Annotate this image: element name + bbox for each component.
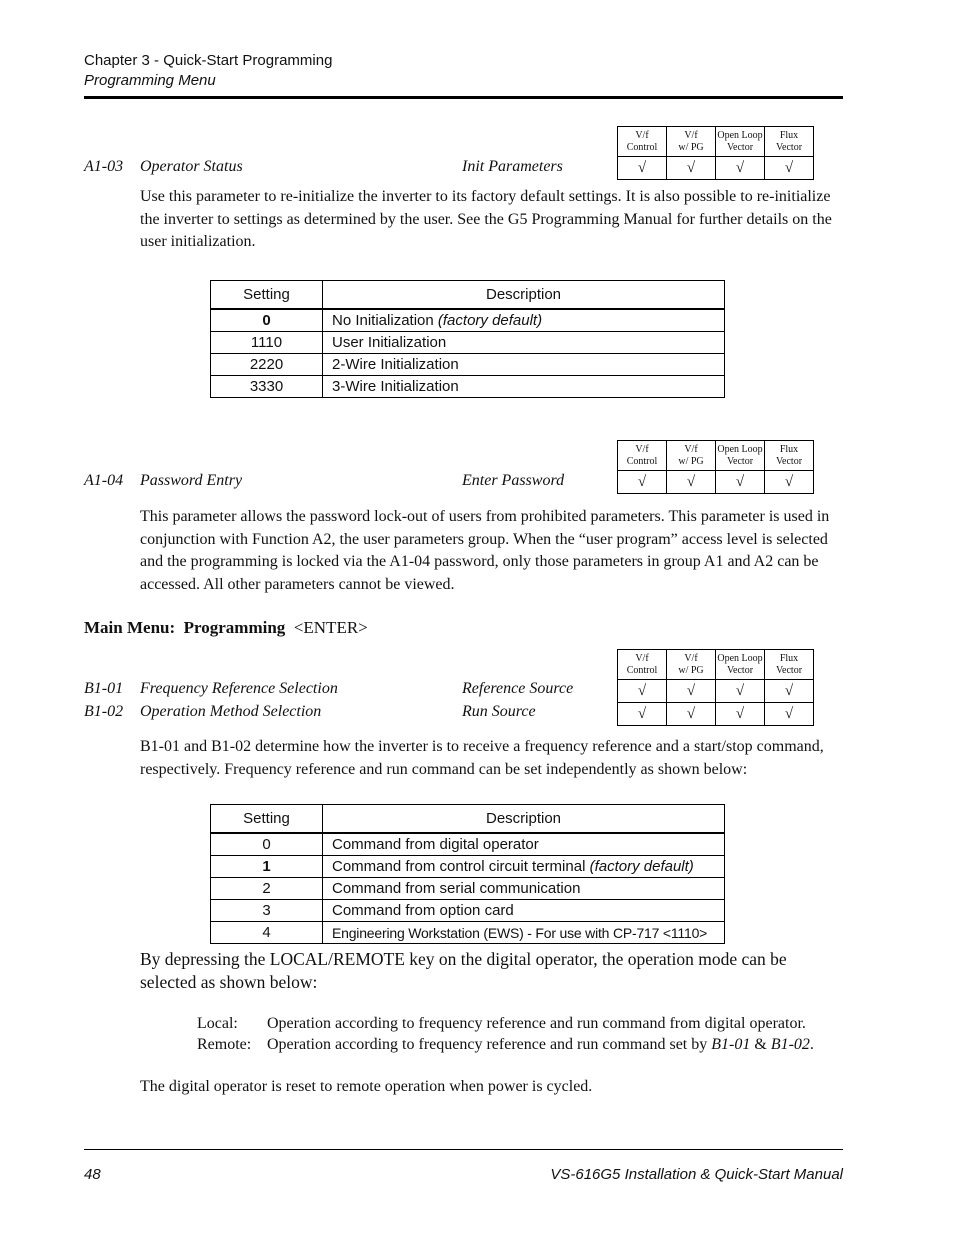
param-name: Operator Status [140, 158, 243, 175]
compat-header-open-loop: Open Loop Vector [716, 127, 765, 157]
compat-header-vf-pg: V/f w/ PG [667, 441, 716, 471]
param-name: Password Entry [140, 472, 243, 489]
section-title: Programming Menu [84, 72, 216, 89]
param-code: B1-02 [84, 703, 124, 720]
setting-description: Command from serial communication [323, 878, 725, 900]
param-display: Run Source [462, 703, 536, 720]
check-mark: √ [667, 157, 716, 180]
compat-header-vf-control: V/f Control [618, 441, 667, 471]
setting-description: Command from option card [323, 900, 725, 922]
check-mark: √ [667, 703, 716, 726]
compat-header-flux: Flux Vector [765, 127, 814, 157]
footer-rule [84, 1149, 843, 1150]
main-menu-heading: Main Menu: Programming <ENTER> [84, 618, 368, 637]
param-code: A1-04 [84, 472, 124, 489]
setting-description: Command from digital operator [323, 833, 725, 856]
setting-value: 2 [211, 878, 323, 900]
setting-description: Command from control circuit terminal (factory default) [323, 856, 725, 878]
settings-table-a1-03 [210, 280, 725, 398]
table-row [211, 900, 725, 922]
compat-header-vf-control: V/f Control [618, 650, 667, 680]
col-header-setting: Setting [211, 805, 323, 834]
col-header-description: Description [323, 281, 725, 310]
remote-label: Remote: [197, 1036, 252, 1053]
compat-header-open-loop: Open Loop Vector [716, 650, 765, 680]
closing-note: The digital operator is reset to remote operation when power is cycled. [140, 1078, 593, 1095]
table-row [211, 833, 725, 856]
compat-header-vf-pg: V/f w/ PG [667, 650, 716, 680]
table-row [211, 878, 725, 900]
setting-value: 3330 [211, 376, 323, 398]
setting-value: 2220 [211, 354, 323, 376]
check-mark: √ [765, 157, 814, 180]
setting-value: 3 [211, 900, 323, 922]
setting-value: 0 [211, 309, 323, 332]
local-text: Operation according to frequency reference and run command from digital operator. [267, 1015, 806, 1032]
header-rule [84, 96, 843, 99]
manual-title: VS-616G5 Installation & Quick-Start Manual [550, 1166, 843, 1183]
setting-description: Engineering Workstation (EWS) - For use with CP-717 <1110> [323, 922, 725, 944]
local-remote-paragraph: By depressing the LOCAL/REMOTE key on the digital operator, the operation mode can be selected as shown below: [140, 949, 787, 992]
setting-description: User Initialization [323, 332, 725, 354]
table-row [211, 354, 725, 376]
param-display: Init Parameters [462, 158, 563, 175]
param-name: Operation Method Selection [140, 703, 322, 720]
setting-value: 1 [211, 856, 323, 878]
compat-grid-a1-03 [617, 126, 814, 180]
table-row [211, 856, 725, 878]
chapter-title: Chapter 3 - Quick-Start Programming [84, 52, 333, 69]
col-header-setting: Setting [211, 281, 323, 310]
a1-04-paragraph: This parameter allows the password lock-out of users from prohibited parameters. This parameter is used in conjunction with Function A2, the user parameters group. When the “user program” access level is selected and the programming is locked via the A1-04 password, only those parameters in group A1 and A2 can be accessed. All other parameters cannot be viewed. [140, 508, 830, 593]
remote-text: Operation according to frequency reference and run command set by B1-01 & B1-02. [267, 1036, 814, 1053]
check-mark: √ [716, 471, 765, 494]
param-name: Frequency Reference Selection [140, 680, 338, 697]
compat-header-vf-pg: V/f w/ PG [667, 127, 716, 157]
check-mark: √ [667, 471, 716, 494]
setting-description: 2-Wire Initialization [323, 354, 725, 376]
setting-description: 3-Wire Initialization [323, 376, 725, 398]
check-mark: √ [667, 680, 716, 703]
setting-value: 1110 [211, 332, 323, 354]
param-code: A1-03 [84, 158, 124, 175]
table-row [211, 332, 725, 354]
check-mark: √ [765, 703, 814, 726]
check-mark: √ [716, 680, 765, 703]
settings-table-b1 [210, 804, 725, 944]
setting-value: 0 [211, 833, 323, 856]
check-mark: √ [618, 471, 667, 494]
col-header-description: Description [323, 805, 725, 834]
check-mark: √ [765, 680, 814, 703]
setting-description: No Initialization (factory default) [323, 309, 725, 332]
compat-grid-a1-04 [617, 440, 814, 494]
compat-header-vf-control: V/f Control [618, 127, 667, 157]
local-label: Local: [197, 1015, 238, 1032]
table-row [211, 309, 725, 332]
param-display: Reference Source [462, 680, 574, 697]
table-row [211, 376, 725, 398]
compat-header-flux: Flux Vector [765, 650, 814, 680]
param-display: Enter Password [462, 472, 565, 489]
check-mark: √ [618, 157, 667, 180]
table-row [211, 922, 725, 944]
param-code: B1-01 [84, 680, 124, 697]
b1-paragraph: B1-01 and B1-02 determine how the inverter is to receive a frequency reference and a start/stop command, respectively. Frequency reference and run command can be set independently as shown below: [140, 738, 824, 778]
check-mark: √ [618, 680, 667, 703]
check-mark: √ [716, 157, 765, 180]
a1-03-paragraph: Use this parameter to re-initialize the inverter to its factory default settings. It is also possible to re-initialize the inverter to settings as determined by the user. See the G5 Programming Manual for further details on the user initialization. [140, 188, 832, 250]
compat-grid-b1 [617, 649, 814, 726]
check-mark: √ [716, 703, 765, 726]
setting-value: 4 [211, 922, 323, 944]
compat-header-flux: Flux Vector [765, 441, 814, 471]
page-number: 48 [84, 1166, 101, 1183]
compat-header-open-loop: Open Loop Vector [716, 441, 765, 471]
check-mark: √ [618, 703, 667, 726]
check-mark: √ [765, 471, 814, 494]
